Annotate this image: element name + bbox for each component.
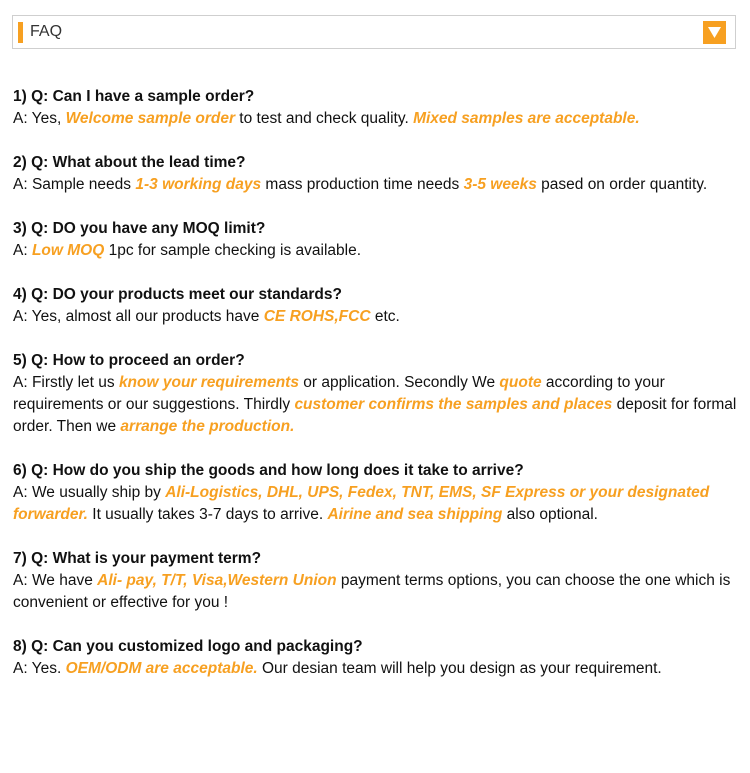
faq-answer <box>13 658 743 680</box>
answer-text: deposit for formal order. Then we <box>13 396 737 435</box>
faq-question: 4) Q: DO your products meet our standards? <box>13 286 342 303</box>
answer-text: etc. <box>370 308 400 325</box>
faq-list <box>13 86 743 702</box>
answer-text: A: We have <box>13 572 98 589</box>
answer-text: mass production time needs <box>261 176 464 193</box>
highlight-text: Ali-Logistics, DHL, UPS, Fedex, TNT, EMS, SF Express or your designated forwarder. <box>13 484 710 523</box>
faq-item <box>13 152 743 196</box>
answer-text: Our desian team will help you design as your requirement. <box>257 660 662 677</box>
faq-item <box>13 460 743 526</box>
faq-answer <box>13 240 743 262</box>
accent-bar <box>18 22 23 43</box>
answer-text: also optional. <box>502 506 598 523</box>
answer-text: A: Yes. <box>13 660 66 677</box>
highlight-text: Ali- pay, T/T, Visa,Western Union <box>97 572 337 589</box>
faq-question: 1) Q: Can I have a sample order? <box>13 88 255 105</box>
highlight-text: CE ROHS,FCC <box>263 308 371 325</box>
answer-text: A: Sample needs <box>13 176 136 193</box>
answer-text: payment terms options, you can choose the one which is convenient or effective for you ! <box>13 572 731 611</box>
faq-item <box>13 636 743 680</box>
highlight-text: 3-5 weeks <box>463 176 537 193</box>
answer-text: A: Yes, almost all our products have <box>13 308 264 325</box>
faq-answer <box>13 372 743 438</box>
answer-text: A: <box>13 242 32 259</box>
highlight-text: arrange the production. <box>120 418 295 435</box>
highlight-text: customer confirms the samples and places <box>294 396 613 413</box>
faq-question: 3) Q: DO you have any MOQ limit? <box>13 220 266 237</box>
answer-text: to test and check quality. <box>235 110 414 127</box>
highlight-text: 1-3 working days <box>135 176 262 193</box>
answer-text: A: Firstly let us <box>13 374 119 391</box>
answer-text: or application. Secondly We <box>298 374 500 391</box>
highlight-text: quote <box>499 374 542 391</box>
answer-text: A: Yes, <box>13 110 66 127</box>
faq-item <box>13 350 743 438</box>
faq-answer <box>13 570 743 614</box>
faq-answer <box>13 482 743 526</box>
faq-question: 7) Q: What is your payment term? <box>13 550 262 567</box>
faq-question: 8) Q: Can you customized logo and packaging? <box>13 638 363 655</box>
highlight-text: OEM/ODM are acceptable. <box>65 660 258 677</box>
faq-question: 2) Q: What about the lead time? <box>13 154 246 171</box>
faq-answer <box>13 174 743 196</box>
faq-item <box>13 86 743 130</box>
chevron-down-icon <box>708 27 721 38</box>
answer-text: It usually takes 3-7 days to arrive. <box>87 506 328 523</box>
highlight-text: know your requirements <box>118 374 299 391</box>
faq-header[interactable] <box>12 15 736 49</box>
faq-question: 5) Q: How to proceed an order? <box>13 352 245 369</box>
faq-answer <box>13 108 743 130</box>
highlight-text: Airine and sea shipping <box>327 506 503 523</box>
collapse-toggle-button[interactable] <box>703 21 726 44</box>
faq-question: 6) Q: How do you ship the goods and how long does it take to arrive? <box>13 462 524 479</box>
faq-title: FAQ <box>30 23 63 40</box>
answer-text: pased on order quantity. <box>536 176 708 193</box>
highlight-text: Low MOQ <box>31 242 105 259</box>
highlight-text: Mixed samples are acceptable. <box>413 110 640 127</box>
faq-item <box>13 284 743 328</box>
faq-answer <box>13 306 743 328</box>
answer-text: 1pc for sample checking is available. <box>104 242 362 259</box>
highlight-text: Welcome sample order <box>65 110 235 127</box>
faq-item <box>13 548 743 614</box>
answer-text: according to your requirements or our suggestions. Thirdly <box>13 374 665 413</box>
faq-item <box>13 218 743 262</box>
answer-text: A: We usually ship by <box>13 484 166 501</box>
